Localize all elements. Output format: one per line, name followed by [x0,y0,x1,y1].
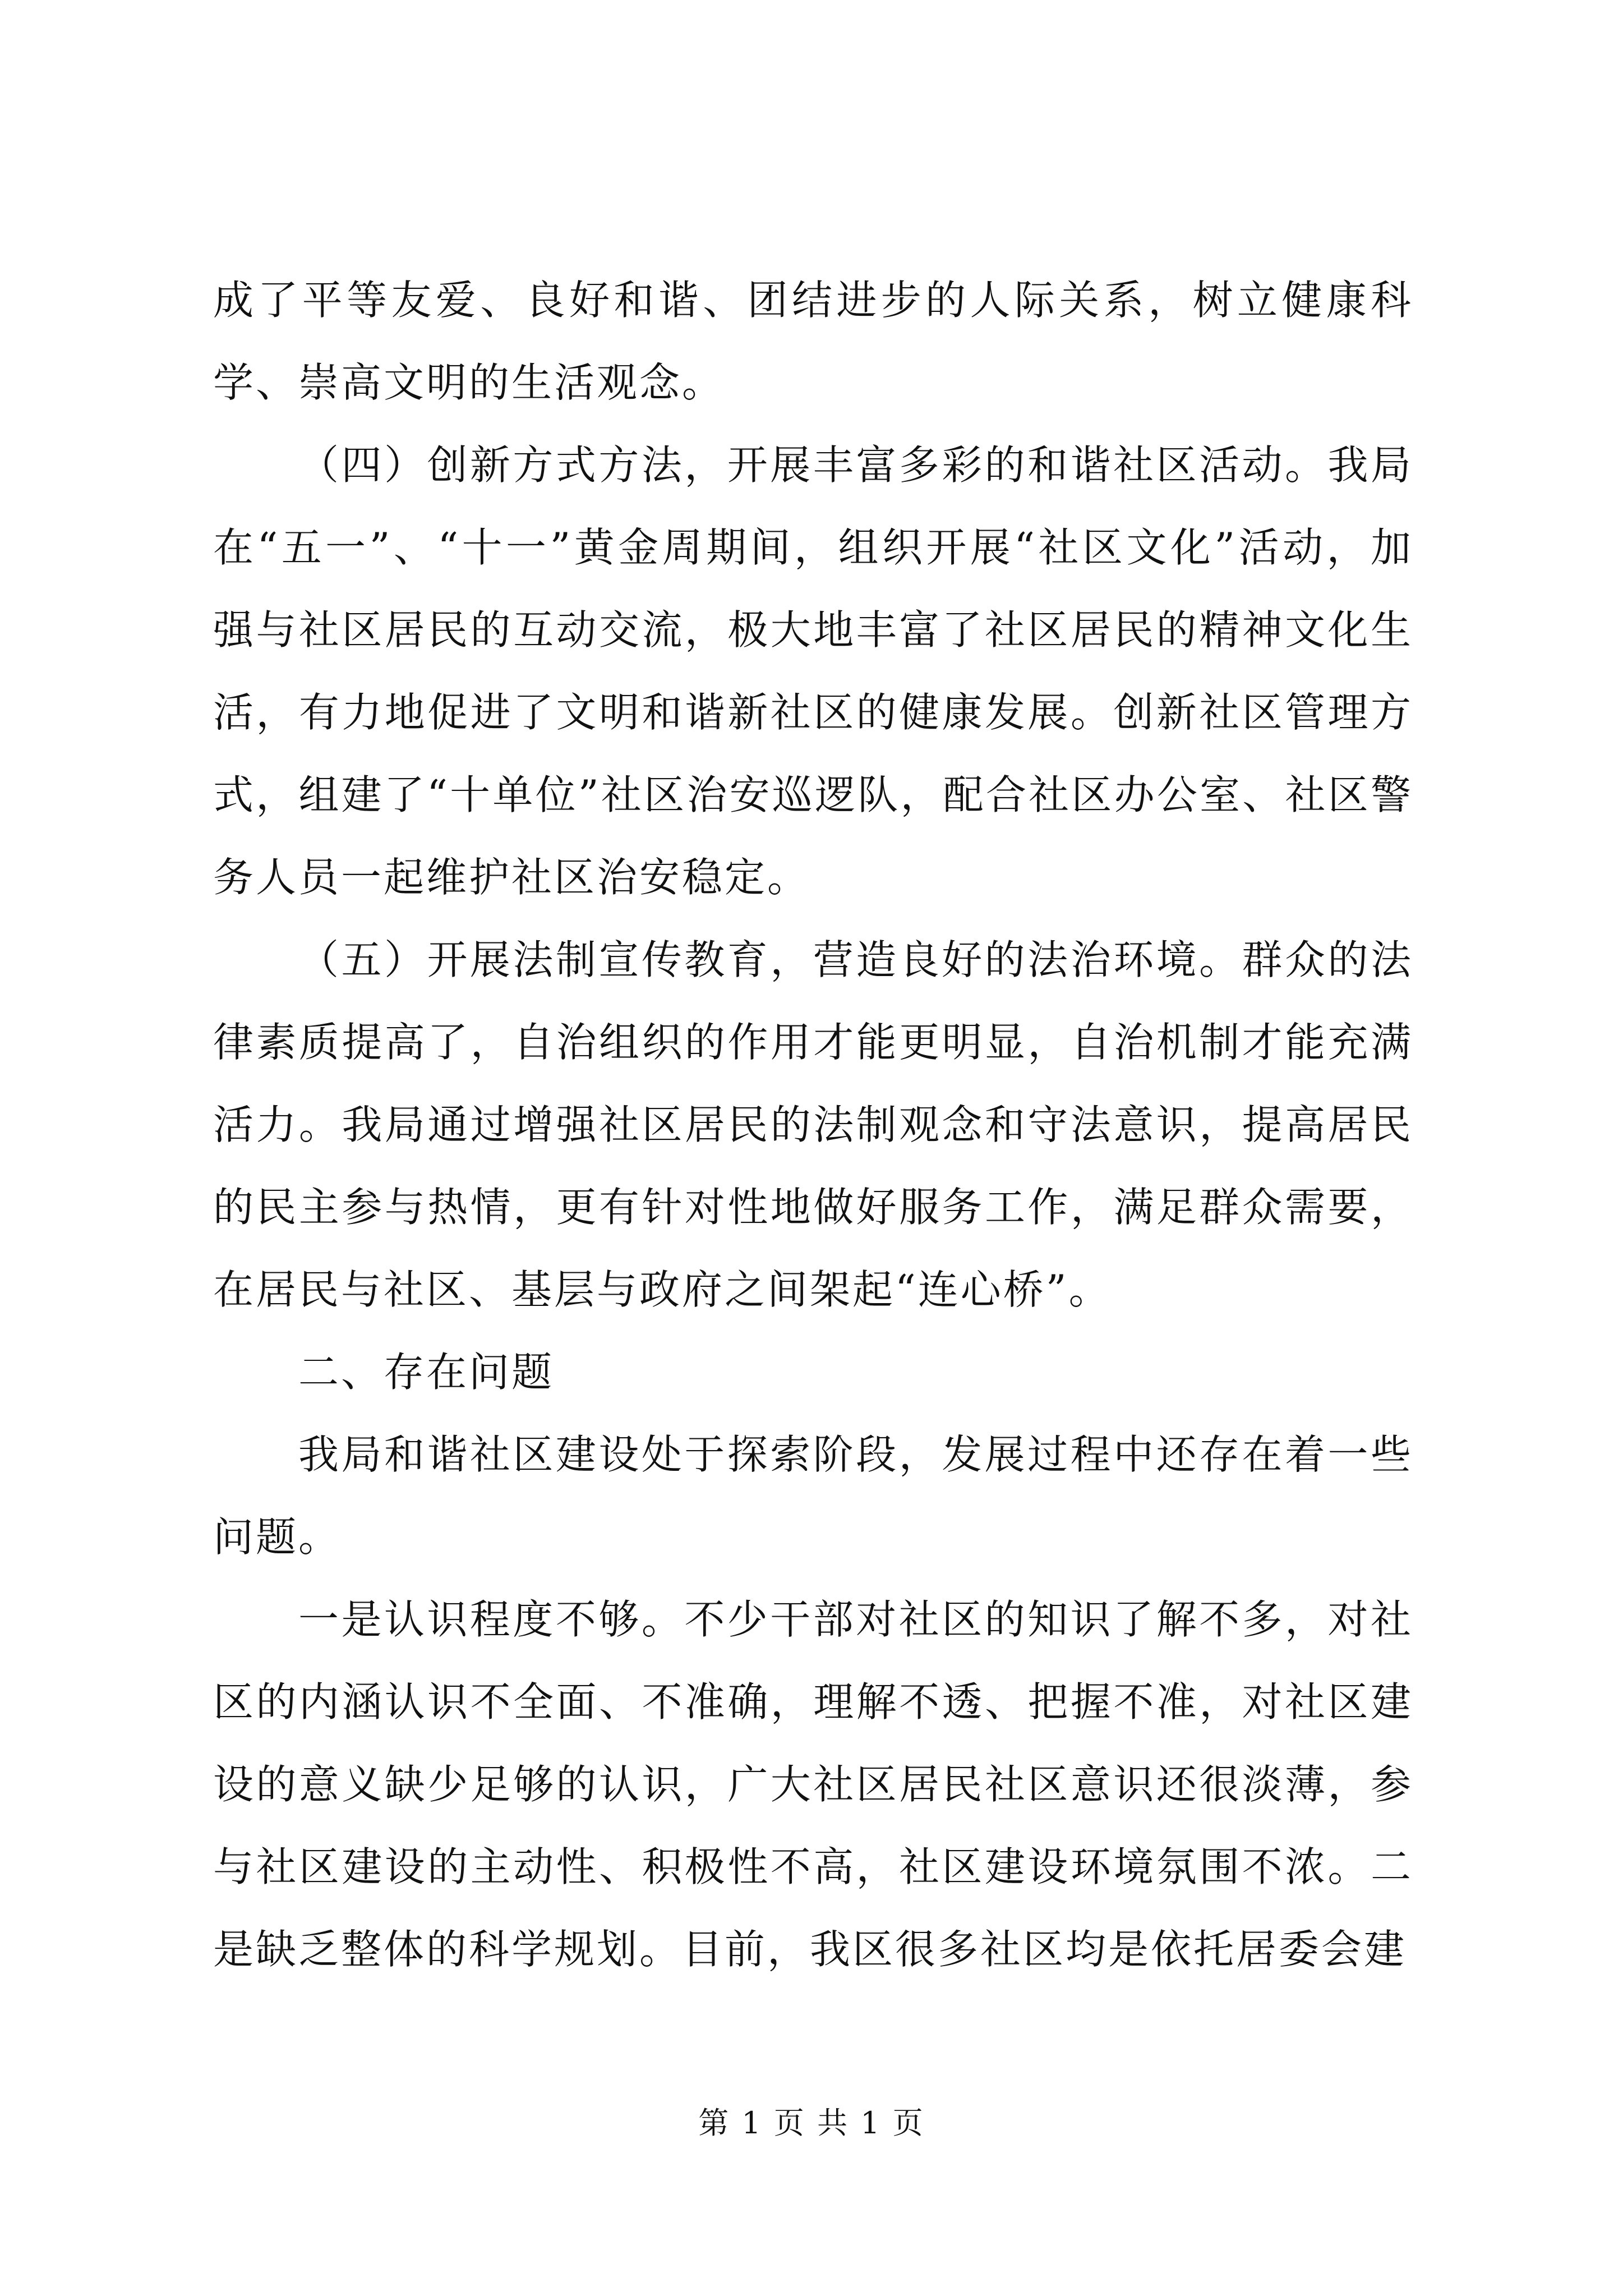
page-footer: 第 1 页 共 1 页 [698,2105,925,2141]
paragraph-continuation: 成了平等友爱、良好和谐、团结进步的人际关系，树立健康科学、崇高文明的生活观念。 [213,277,1413,406]
paragraph-section-four: （四）创新方式方法，开展丰富多彩的和谐社区活动。我局在“五一”、“十一”黄金周期间，组织开展“社区文化”活动，加强与社区居民的互动交流，极大地丰富了社区居民的精神文化生活，有力地促进了文明和谐新社区的健康发展。创新社区管理方式，组建了“十单位”社区治安巡逻队，配合社区办公室、社区警务人员一起维护社区治安稳定。 [213,441,1413,901]
paragraph-problems-intro: 我局和谐社区建设处于探索阶段，发展过程中还存在着一些问题。 [213,1431,1413,1561]
heading-existing-problems: 二、存在问题 [298,1349,555,1396]
paragraph-section-five: （五）开展法制宣传教育，营造良好的法治环境。群众的法律素质提高了，自治组织的作用才能更明显，自治机制才能充满活力。我局通过增强社区居民的法制观念和守法意识，提高居民的民主参与热情，更有针对性地做好服务工作，满足群众需要，在居民与社区、基层与政府之间架起“连心桥”。 [213,936,1413,1313]
paragraph-problems-detail: 一是认识程度不够。不少干部对社区的知识了解不多，对社区的内涵认识不全面、不准确，理解不透、把握不准，对社区建设的意义缺少足够的认识，广大社区居民社区意识还很淡薄，参与社区建设的主动性、积极性不高，社区建设环境氛围不浓。二是缺乏整体的科学规划。目前，我区很多社区均是依托居委会建 [213,1596,1413,1973]
document-body [213,259,1413,1991]
